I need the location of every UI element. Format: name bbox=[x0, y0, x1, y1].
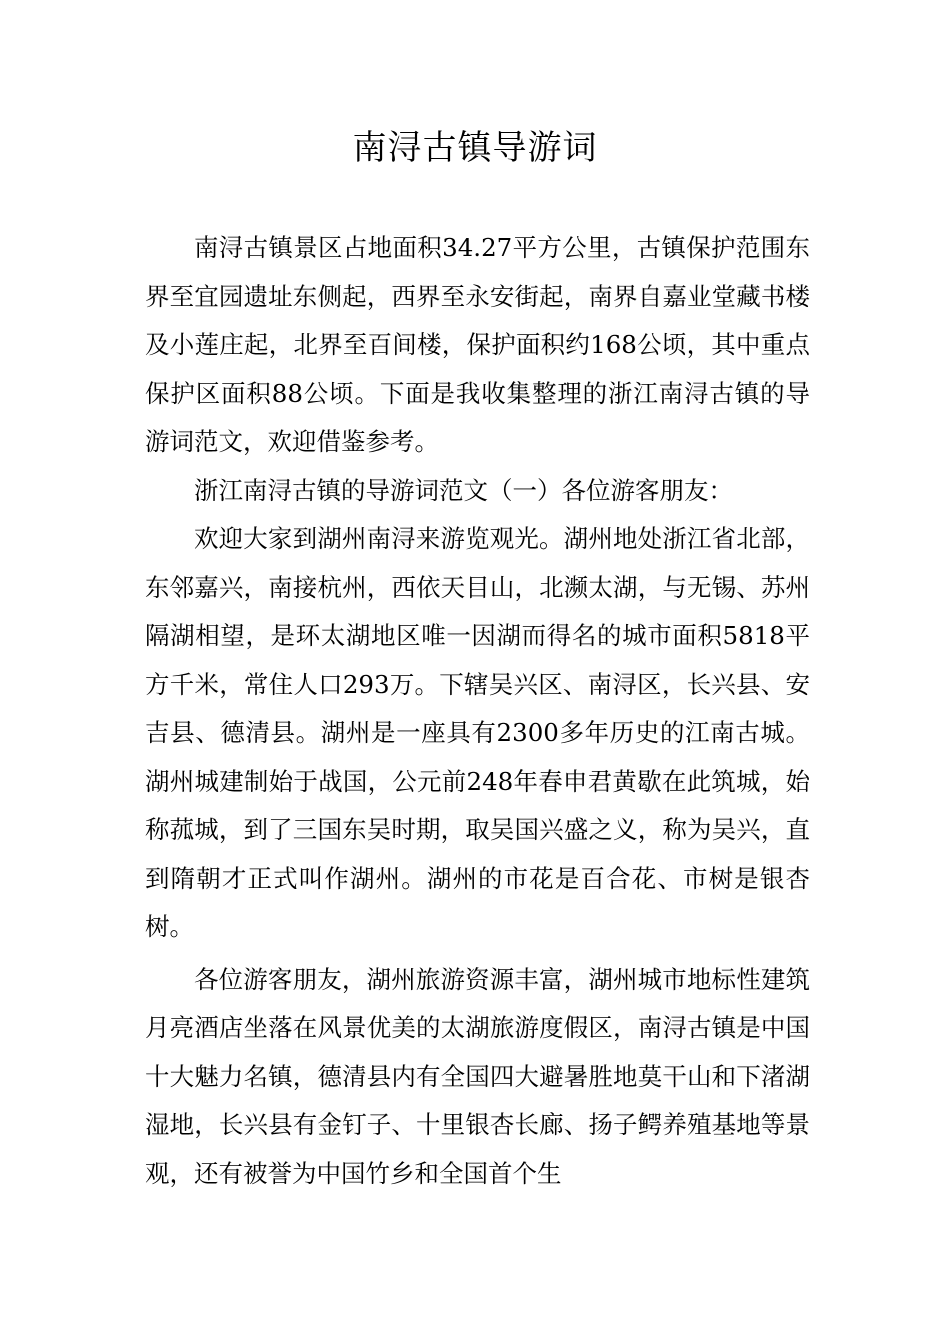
document-title: 南浔古镇导游词 bbox=[352, 128, 598, 168]
paragraph-welcome: 欢迎大家到湖州南浔来游览观光。湖州地处浙江省北部，东邻嘉兴，南接杭州，西依天目山，北濒太湖，与无锡、苏州隔湖相望，是环太湖地区唯一因湖而得名的城市面积5818平方千米，常住人口293万。下辖吴兴区、南浔区，长兴县、安吉县、德清县。湖州是一座具有2300多年历史的江南古城。湖州城建制始于战国，公元前248年春申君黄歇在此筑城，始称菰城，到了三国东吴时期，取吴国兴盛之义，称为吴兴，直到隋朝才正式叫作湖州。湖州的市花是百合花、市树是银杏树。 bbox=[145, 524, 810, 941]
paragraph-intro: 南浔古镇景区占地面积34.27平方公里，古镇保护范围东界至宜园遗址东侧起，西界至永安街起，南界自嘉业堂藏书楼及小莲庄起，北界至百间楼，保护面积约168公顷，其中重点保护区面积88公顷。下面是我收集整理的浙江南浔古镇的导游词范文，欢迎借鉴参考。 bbox=[145, 233, 810, 456]
paragraph-tourism: 各位游客朋友，湖州旅游资源丰富，湖州城市地标性建筑月亮酒店坐落在风景优美的太湖旅游度假区，南浔古镇是中国十大魅力名镇，德清县内有全国四大避暑胜地莫干山和下渚湖湿地，长兴县有金钉子、十里银杏长廊、扬子鳄养殖基地等景观，还有被誉为中国竹乡和全国首个生 bbox=[145, 964, 810, 1188]
paragraph-sample-heading: 浙江南浔古镇的导游词范文（一）各位游客朋友： bbox=[194, 475, 733, 505]
document-body bbox=[145, 224, 810, 1198]
